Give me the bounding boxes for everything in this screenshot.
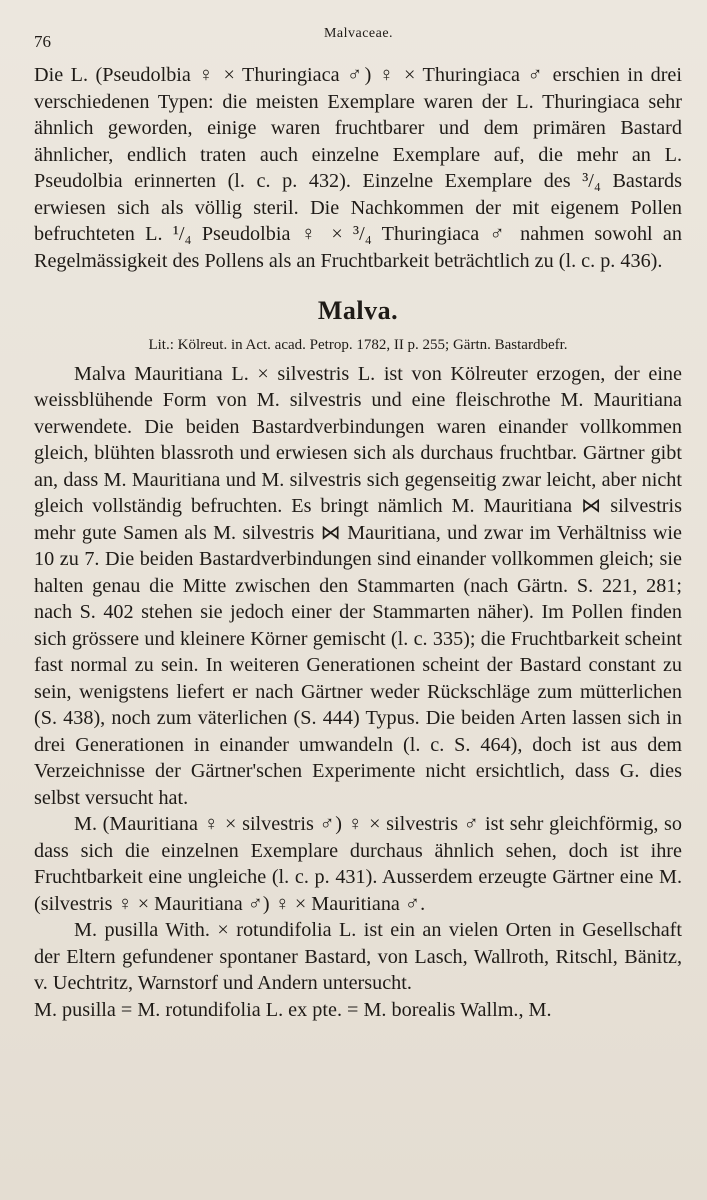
paragraph-malva-mauritiana: Malva Mauritiana L. × silvestris L. ist von Kölreuter erzogen, der eine weissblühende Form von M. silvestris und eine fleischrothe M. Mauritiana verwendete. Die beiden Bastardverbindungen waren einander vollkommen gleich, blühten blassroth und erwiesen sich als durchaus fruchtbar. Gärtner gibt an, dass M. Mauritiana und M. silvestris sich gegenseitig zwar leicht, aber nicht gleich vollständig befruchten. Es bringt nämlich M. Mauritiana ⋈ silvestris mehr gute Samen als M. silvestris ⋈ Mauritiana, und zwar im Verhältniss wie 10 zu 7. Die beiden Bastardverbindungen sind einander vollkommen gleich; sie halten genau die Mitte zwischen den Stammarten (nach Gärtn. S. 221, 281; nach S. 402 stehen sie jedoch einer der Stammarten näher). Im Pollen finden sich grössere und kleinere Körner gemischt (l. c. 335); die Fruchtbarkeit scheint fast normal zu sein. In weiteren Generationen scheint der Bastard constant zu sein, wenigstens liefert er nach Gärtner weder Rückschläge zum mütterlichen (S. 438), noch zum väterlichen (S. 444) Typus. Die beiden Arten lassen sich in drei Generationen in einander umwandeln (l. c. S. 464), doch ist aus dem Verzeichnisse der Gärtner'schen Experimente nicht ersichtlich, dass G. dies selbst versucht hat. (34, 362, 682, 809)
running-title: Malvaceae. (323, 26, 394, 41)
paragraph-backcross: M. (Mauritiana ♀ × silvestris ♂) ♀ × silvestris ♂ ist sehr gleichförmig, so dass sich die einzelnen Exemplare durchaus ähnlich sehen, doch ist ihre Fruchtbarkeit eine ungleiche (l. c. p. 431). Ausserdem erzeugte Gärtner eine M. (silvestris ♀ × Mauritiana ♂) ♀ × Mauritiana ♂. (34, 813, 682, 915)
synonym-line: M. pusilla = M. rotundifolia L. ex pte. = M. borealis Wallm., M. (34, 998, 552, 1021)
paragraph-malva-pusilla: M. pusilla With. × rotundifolia L. ist ein an vielen Orten in Gesellschaft der Eltern gefundener spontaner Bastard, von Lasch, Wallroth, Ritschl, Bänitz, v. Uechtritz, Warnstorf und Andern untersucht. (34, 919, 682, 994)
genus-heading: Malva. (317, 296, 399, 325)
literature-reference: Lit.: Kölreut. in Act. acad. Petrop. 1782, II p. 255; Gärtn. Bastardbefr. (148, 336, 568, 353)
page-number: 76 (34, 32, 51, 51)
running-head (34, 22, 683, 50)
page-body (34, 62, 682, 1023)
paragraph-hybrid-generations: Die L. (Pseudolbia ♀ × Thuringiaca ♂) ♀ × Thuringiaca ♂ erschien in drei verschiedenen Typen: die meisten Exemplare waren der L. Thuringiaca sehr ähnlich geworden, einige waren fruchtbarer und dem primären Bastard ähnlicher, endlich traten auch einzelne Exemplare auf, die mehr an L. Pseudolbia erinnerten (l. c. p. 432). Einzelne Exemplare des ³/₄ Bastards erwiesen sich als völlig steril. Die Nachkommen der mit eigenem Pollen befruchteten L. ¹/₄ Pseudolbia ♀ × ³/₄ Thuringiaca ♂ nahmen sowohl an Regelmässigkeit des Pollens als an Fruchtbarkeit beträchtlich zu (l. c. p. 436). (34, 64, 682, 272)
